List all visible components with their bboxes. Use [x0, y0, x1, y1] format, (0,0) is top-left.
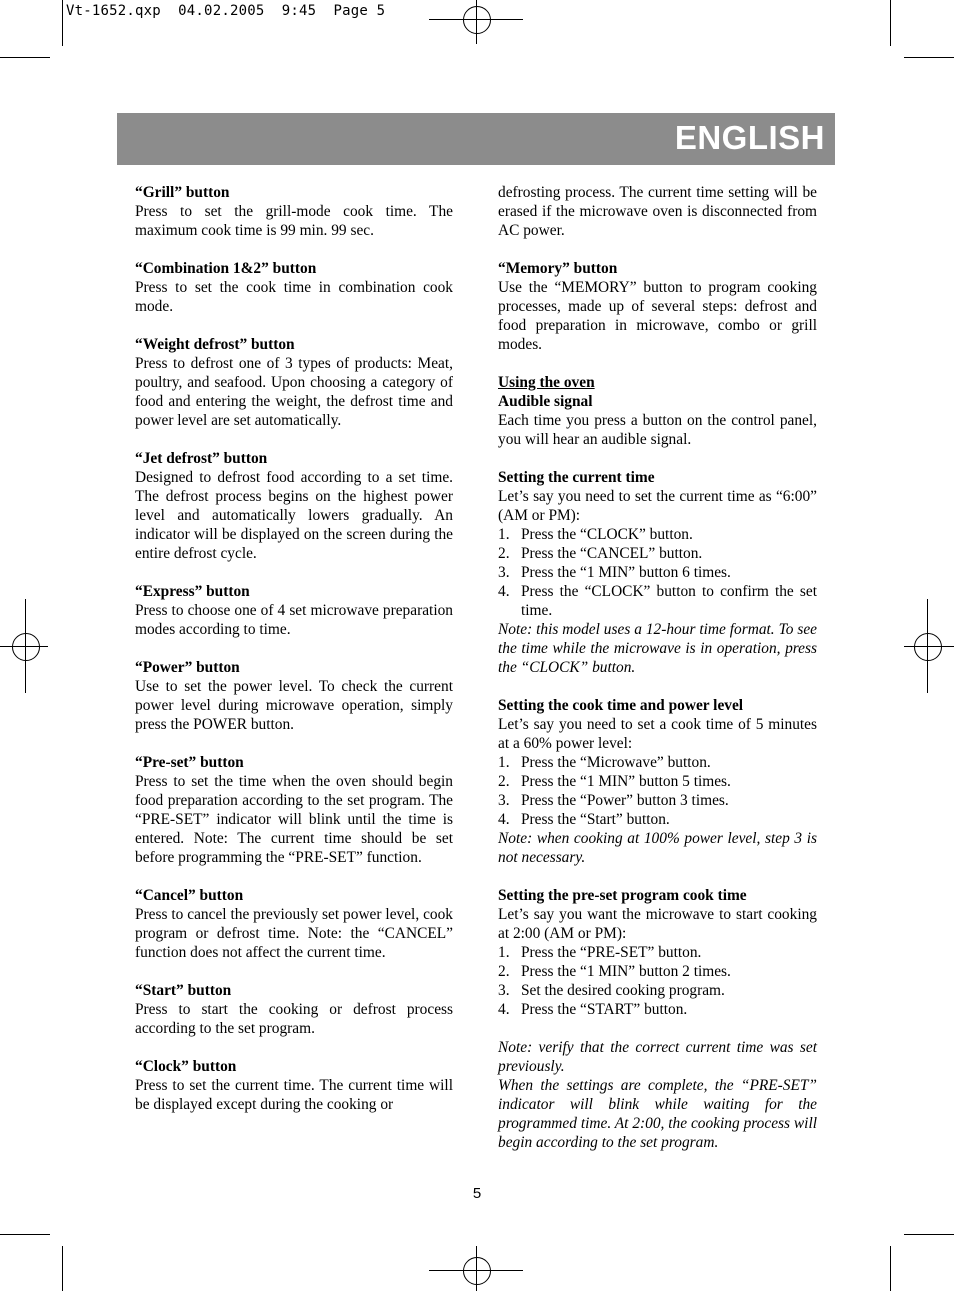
section-heading: “Grill” button: [135, 184, 230, 201]
section-grill: [135, 183, 453, 240]
section-heading: Audible signal: [498, 393, 593, 410]
page-number: 5: [472, 1185, 482, 1202]
step-text: Press the “CANCEL” button.: [521, 545, 703, 562]
section-text: Each time you press a button on the control panel, you will hear an audible signal.: [498, 412, 817, 448]
section-weight-defrost: [135, 335, 453, 430]
steps-list: [498, 753, 817, 829]
section-text: Press to choose one of 4 set microwave preparation modes according to time.: [135, 602, 453, 638]
section-combination: [135, 259, 453, 316]
section-clock: [135, 1057, 453, 1114]
list-item: [498, 544, 817, 563]
section-cancel: [135, 886, 453, 962]
note-text: Note: when cooking at 100% power level, step 3 is not necessary.: [498, 830, 817, 866]
section-text: Press to start the cooking or defrost process according to the set program.: [135, 1001, 453, 1037]
step-number: 1.: [498, 754, 510, 771]
step-text: Press the “START” button.: [521, 1001, 688, 1018]
step-text: Press the “CLOCK” button to confirm the set time.: [521, 583, 817, 619]
print-header: Vt-1652.qxp 04.02.2005 9:45 Page 5: [66, 3, 386, 19]
note-text: When the settings are complete, the “PRE-SET” indicator will blink while waiting for the programmed time. At 2:00, the cooking process will begin according to the set program.: [498, 1077, 817, 1151]
section-heading: “Cancel” button: [135, 887, 244, 904]
banner-title: ENGLISH: [674, 119, 825, 156]
crop-mark: [890, 1246, 891, 1291]
step-text: Press the “PRE-SET” button.: [521, 944, 702, 961]
crop-mark: [904, 57, 954, 58]
list-item: [498, 563, 817, 582]
section-intro: Let’s say you want the microwave to start cooking at 2:00 (AM or PM):: [498, 906, 817, 942]
step-number: 4.: [498, 811, 510, 828]
list-item: [498, 753, 817, 772]
steps-list: [498, 525, 817, 620]
section-cook-time: [498, 696, 817, 867]
registration-mark-circle: [463, 1257, 491, 1285]
section-start: [135, 981, 453, 1038]
section-pre-set-program: [498, 886, 817, 1152]
list-item: [498, 791, 817, 810]
language-banner: [117, 113, 835, 165]
registration-mark-circle: [12, 633, 40, 661]
continuation-text: defrosting process. The current time setting will be erased if the microwave oven is disconnected from AC power.: [498, 184, 817, 239]
section-heading: “Combination 1&2” button: [135, 260, 317, 277]
list-item: [498, 1000, 817, 1019]
steps-list: [498, 943, 817, 1019]
step-text: Press the “1 MIN” button 2 times.: [521, 963, 731, 980]
step-text: Press the “CLOCK” button.: [521, 526, 693, 543]
crop-mark: [0, 1234, 50, 1235]
section-heading: Setting the current time: [498, 469, 655, 486]
section-text: Press to set the current time. The current time will be displayed except during the cooking or: [135, 1077, 453, 1113]
section-text: Use the “MEMORY” button to program cooking processes, made up of several steps: defrost and food preparation in microwave, combo or grill modes.: [498, 279, 817, 353]
crop-mark: [904, 1234, 954, 1235]
section-using-the-oven: [498, 373, 817, 449]
section-express: [135, 582, 453, 639]
section-text: Press to cancel the previously set power level, cook program or defrost time. Note: the “CANCEL” function does not affect the current time.: [135, 906, 453, 961]
registration-mark-circle: [914, 633, 942, 661]
registration-mark-circle: [463, 6, 491, 34]
section-heading: Setting the cook time and power level: [498, 697, 744, 714]
step-text: Press the “Start” button.: [521, 811, 670, 828]
step-number: 3.: [498, 564, 510, 581]
step-number: 1.: [498, 526, 510, 543]
list-item: [498, 772, 817, 791]
crop-mark: [62, 1246, 63, 1291]
step-number: 4.: [498, 1001, 510, 1018]
section-memory: [498, 259, 817, 354]
step-number: 2.: [498, 773, 510, 790]
section-heading: “Weight defrost” button: [135, 336, 295, 353]
right-column: [498, 183, 817, 1152]
step-text: Set the desired cooking program.: [521, 982, 725, 999]
list-item: [498, 943, 817, 962]
step-number: 1.: [498, 944, 510, 961]
list-item: [498, 810, 817, 829]
step-text: Press the “1 MIN” button 5 times.: [521, 773, 731, 790]
section-heading: “Power” button: [135, 659, 240, 676]
section-jet-defrost: [135, 449, 453, 563]
section-heading: “Jet defrost” button: [135, 450, 268, 467]
section-text: Press to set the grill-mode cook time. The maximum cook time is 99 min. 99 sec.: [135, 203, 453, 239]
section-intro: Let’s say you need to set a cook time of 5 minutes at a 60% power level:: [498, 716, 817, 752]
section-text: Press to set the time when the oven should begin food preparation according to the set program. The “PRE-SET” indicator will blink until the time is entered. Note: The current time should be set before programming the “PRE-SET” function.: [135, 773, 453, 866]
section-heading: “Start” button: [135, 982, 232, 999]
section-heading: “Express” button: [135, 583, 250, 600]
list-item: [498, 962, 817, 981]
step-number: 3.: [498, 792, 510, 809]
section-power: [135, 658, 453, 734]
list-item: [498, 525, 817, 544]
crop-mark: [62, 0, 63, 46]
list-item: [498, 981, 817, 1000]
section-heading: Setting the pre-set program cook time: [498, 887, 747, 904]
note-text: Note: verify that the correct current time was set previously.: [498, 1039, 817, 1075]
section-text: Use to set the power level. To check the current power level during microwave operation, simply press the POWER button.: [135, 678, 453, 733]
step-text: Press the “1 MIN” button 6 times.: [521, 564, 731, 581]
section-pre-set: [135, 753, 453, 867]
section-text: Designed to defrost food according to a set time. The defrost process begins on the highest power level and automatically lowers gradually. An indicator will be displayed on the screen during the entire defrost cycle.: [135, 469, 453, 562]
note-text: Note: this model uses a 12-hour time format. To see the time while the microwave is in operation, press the “CLOCK” button.: [498, 621, 817, 676]
step-text: Press the “Power” button 3 times.: [521, 792, 729, 809]
step-text: Press the “Microwave” button.: [521, 754, 711, 771]
step-number: 2.: [498, 963, 510, 980]
section-current-time: [498, 468, 817, 677]
crop-mark: [0, 57, 50, 58]
crop-mark: [890, 0, 891, 46]
section-intro: Let’s say you need to set the current time as “6:00” (AM or PM):: [498, 488, 817, 524]
left-column: [135, 183, 453, 1114]
section-heading: “Memory” button: [498, 260, 618, 277]
step-number: 3.: [498, 982, 510, 999]
list-item: [498, 582, 817, 620]
chapter-title: Using the oven: [498, 374, 595, 391]
step-number: 2.: [498, 545, 510, 562]
step-number: 4.: [498, 583, 510, 600]
section-text: Press to defrost one of 3 types of products: Meat, poultry, and seafood. Upon choosing a category of food and entering the weight, the defrost time and power level are set automatically.: [135, 355, 453, 429]
section-heading: “Pre-set” button: [135, 754, 244, 771]
section-heading: “Clock” button: [135, 1058, 237, 1075]
section-text: Press to set the cook time in combination cook mode.: [135, 279, 453, 315]
